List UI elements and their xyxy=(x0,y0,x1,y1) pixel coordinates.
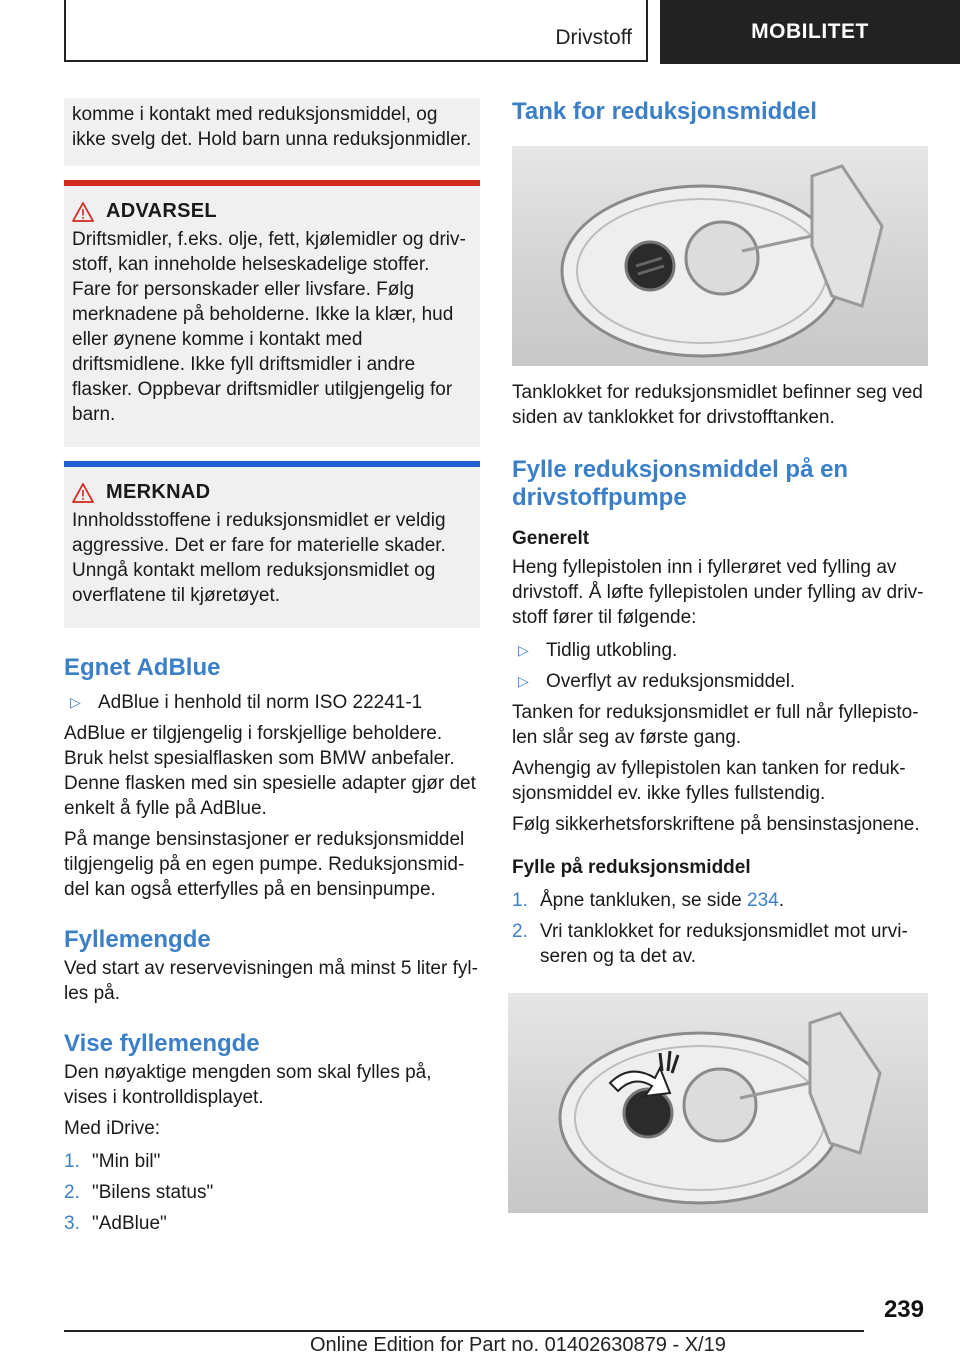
right-column xyxy=(512,98,928,1213)
bullet-triangle-icon: ▷ xyxy=(70,694,81,710)
step-number: 1. xyxy=(64,1151,80,1172)
suitable-paragraph-2: På mange bensinstasjoner er reduksjonsmiddel tilgjengelig på en egen pumpe. Reduksjonsmiddel kan også etterfylles på en bensinpumpe. xyxy=(64,829,465,900)
step-1-text: Åpne tankluken, se side xyxy=(540,890,748,911)
list-item xyxy=(64,690,480,715)
header-section-title: Drivstoff xyxy=(555,26,632,49)
list-item xyxy=(64,1180,480,1205)
page-number: 239 xyxy=(883,1296,924,1323)
list-item xyxy=(64,1149,480,1174)
step-number: 3. xyxy=(64,1213,80,1234)
pump-paragraph-1: Heng fyllepistolen inn i fyllerøret ved fylling av drivstoff. Å løfte fyllepistolen under fylling av drivstoff fører til følgende: xyxy=(512,557,924,628)
footer-text xyxy=(310,1334,726,1357)
heading-fill-at-pump: Fylle reduksjonsmiddel på en drivstoffpumpe xyxy=(512,456,849,511)
heading-suitable-adblue: Egnet AdBlue xyxy=(64,654,221,681)
warning-text: Driftsmidler, f.eks. olje, fett, kjølemidler og drivstoff, kan inneholde helseskadelige stoffer. Fare for personskader eller livsfare. Følg merknadene på beholderne. Ikke la klær, hud eller øynene komme i kontakt med driftsmidlene. Ikke fyll driftsmidler i andre flasker. Oppbevar driftsmidler utilgjengelig for barn. xyxy=(72,229,466,425)
step-text xyxy=(540,888,784,913)
bullet-triangle-icon: ▷ xyxy=(518,673,529,689)
warning-triangle-icon xyxy=(72,201,94,223)
pump-paragraph-3: Avhengig av fyllepistolen kan tanken for reduksjonsmiddel ev. ikke fylles fullstendig. xyxy=(512,758,906,804)
note-title: MERKNAD xyxy=(106,481,211,503)
list-item xyxy=(512,638,928,663)
step-1-end: . xyxy=(778,890,785,911)
bullet-text: Overflyt av reduksjonsmiddel. xyxy=(546,671,796,692)
heading-show-fill-amount: Vise fyllemengde xyxy=(64,1030,260,1057)
header-section-box xyxy=(64,0,648,62)
header-chapter-tab: MOBILITET xyxy=(660,0,960,64)
warning-box xyxy=(64,180,480,447)
step-number: 2. xyxy=(512,921,528,942)
tank-cap-illustration xyxy=(512,146,928,366)
heading-tank: Tank for reduksjonsmiddel xyxy=(512,98,817,125)
list-item xyxy=(64,1211,480,1236)
step-text: "AdBlue" xyxy=(92,1213,167,1234)
list-item xyxy=(512,888,928,913)
list-item xyxy=(512,669,928,694)
left-column xyxy=(64,98,480,1236)
heading-fill-amount: Fyllemengde xyxy=(64,926,211,953)
tank-caption: Tanklokket for reduksjonsmidlet befinner seg ved siden av tanklokket for drivstofftanken. xyxy=(512,382,923,428)
bullet-triangle-icon: ▷ xyxy=(518,642,529,658)
fill-amount-text: Ved start av reservevisningen må minst 5 liter fylles på. xyxy=(64,958,478,1004)
subheading-fill-reductant: Fylle på reduksjonsmiddel xyxy=(512,857,751,878)
step-text: "Bilens status" xyxy=(92,1182,214,1203)
show-paragraph-2: Med iDrive: xyxy=(64,1118,161,1139)
pump-paragraph-4: Følg sikkerhetsforskriftene på bensinstasjonene. xyxy=(512,814,920,835)
step-text: "Min bil" xyxy=(92,1151,161,1172)
idrive-steps xyxy=(64,1149,480,1236)
edition-text: Online Edition for Part no. 01402630879 - X/19 xyxy=(310,1334,726,1356)
note-box xyxy=(64,461,480,628)
bullet-text: Tidlig utkobling. xyxy=(546,640,678,661)
open-cap-illustration xyxy=(508,993,928,1213)
step-text: Vri tanklokket for reduksjonsmidlet mot urviseren og ta det av. xyxy=(540,921,908,967)
step-number: 1. xyxy=(512,890,528,911)
note-text: Innholdsstoffene i reduksjonsmidlet er veldig aggressive. Det er fare for materielle skader. Unngå kontakt mellom reduksjonsmidlet og overflatene til kjøretøyet. xyxy=(72,510,446,606)
suitable-paragraph-1: AdBlue er tilgjengelig i forskjellige beholdere. Bruk helst spesialflasken som BMW anbefaler. Denne flasken med sin spesielle adapter gjør det enkelt å fylle på AdBlue. xyxy=(64,723,476,819)
subheading-general: Generelt xyxy=(512,528,590,549)
list-item xyxy=(512,919,928,969)
intro-box xyxy=(64,98,480,166)
note-triangle-icon xyxy=(72,482,94,504)
bullet-text: AdBlue i henhold til norm ISO 22241-1 xyxy=(98,692,423,713)
warning-title: ADVARSEL xyxy=(106,200,217,222)
intro-text: komme i kontakt med reduksjonsmiddel, og ikke svelg det. Hold barn unna reduksjonmidler. xyxy=(72,104,472,150)
footer-rule xyxy=(64,1330,864,1332)
pump-paragraph-2: Tanken for reduksjonsmidlet er full når fyllepistolen slår seg av første gang. xyxy=(512,702,919,748)
show-paragraph-1: Den nøyaktige mengden som skal fylles på, vises i kontrolldisplayet. xyxy=(64,1062,432,1108)
page-link[interactable]: 234 xyxy=(747,890,779,911)
step-number: 2. xyxy=(64,1182,80,1203)
